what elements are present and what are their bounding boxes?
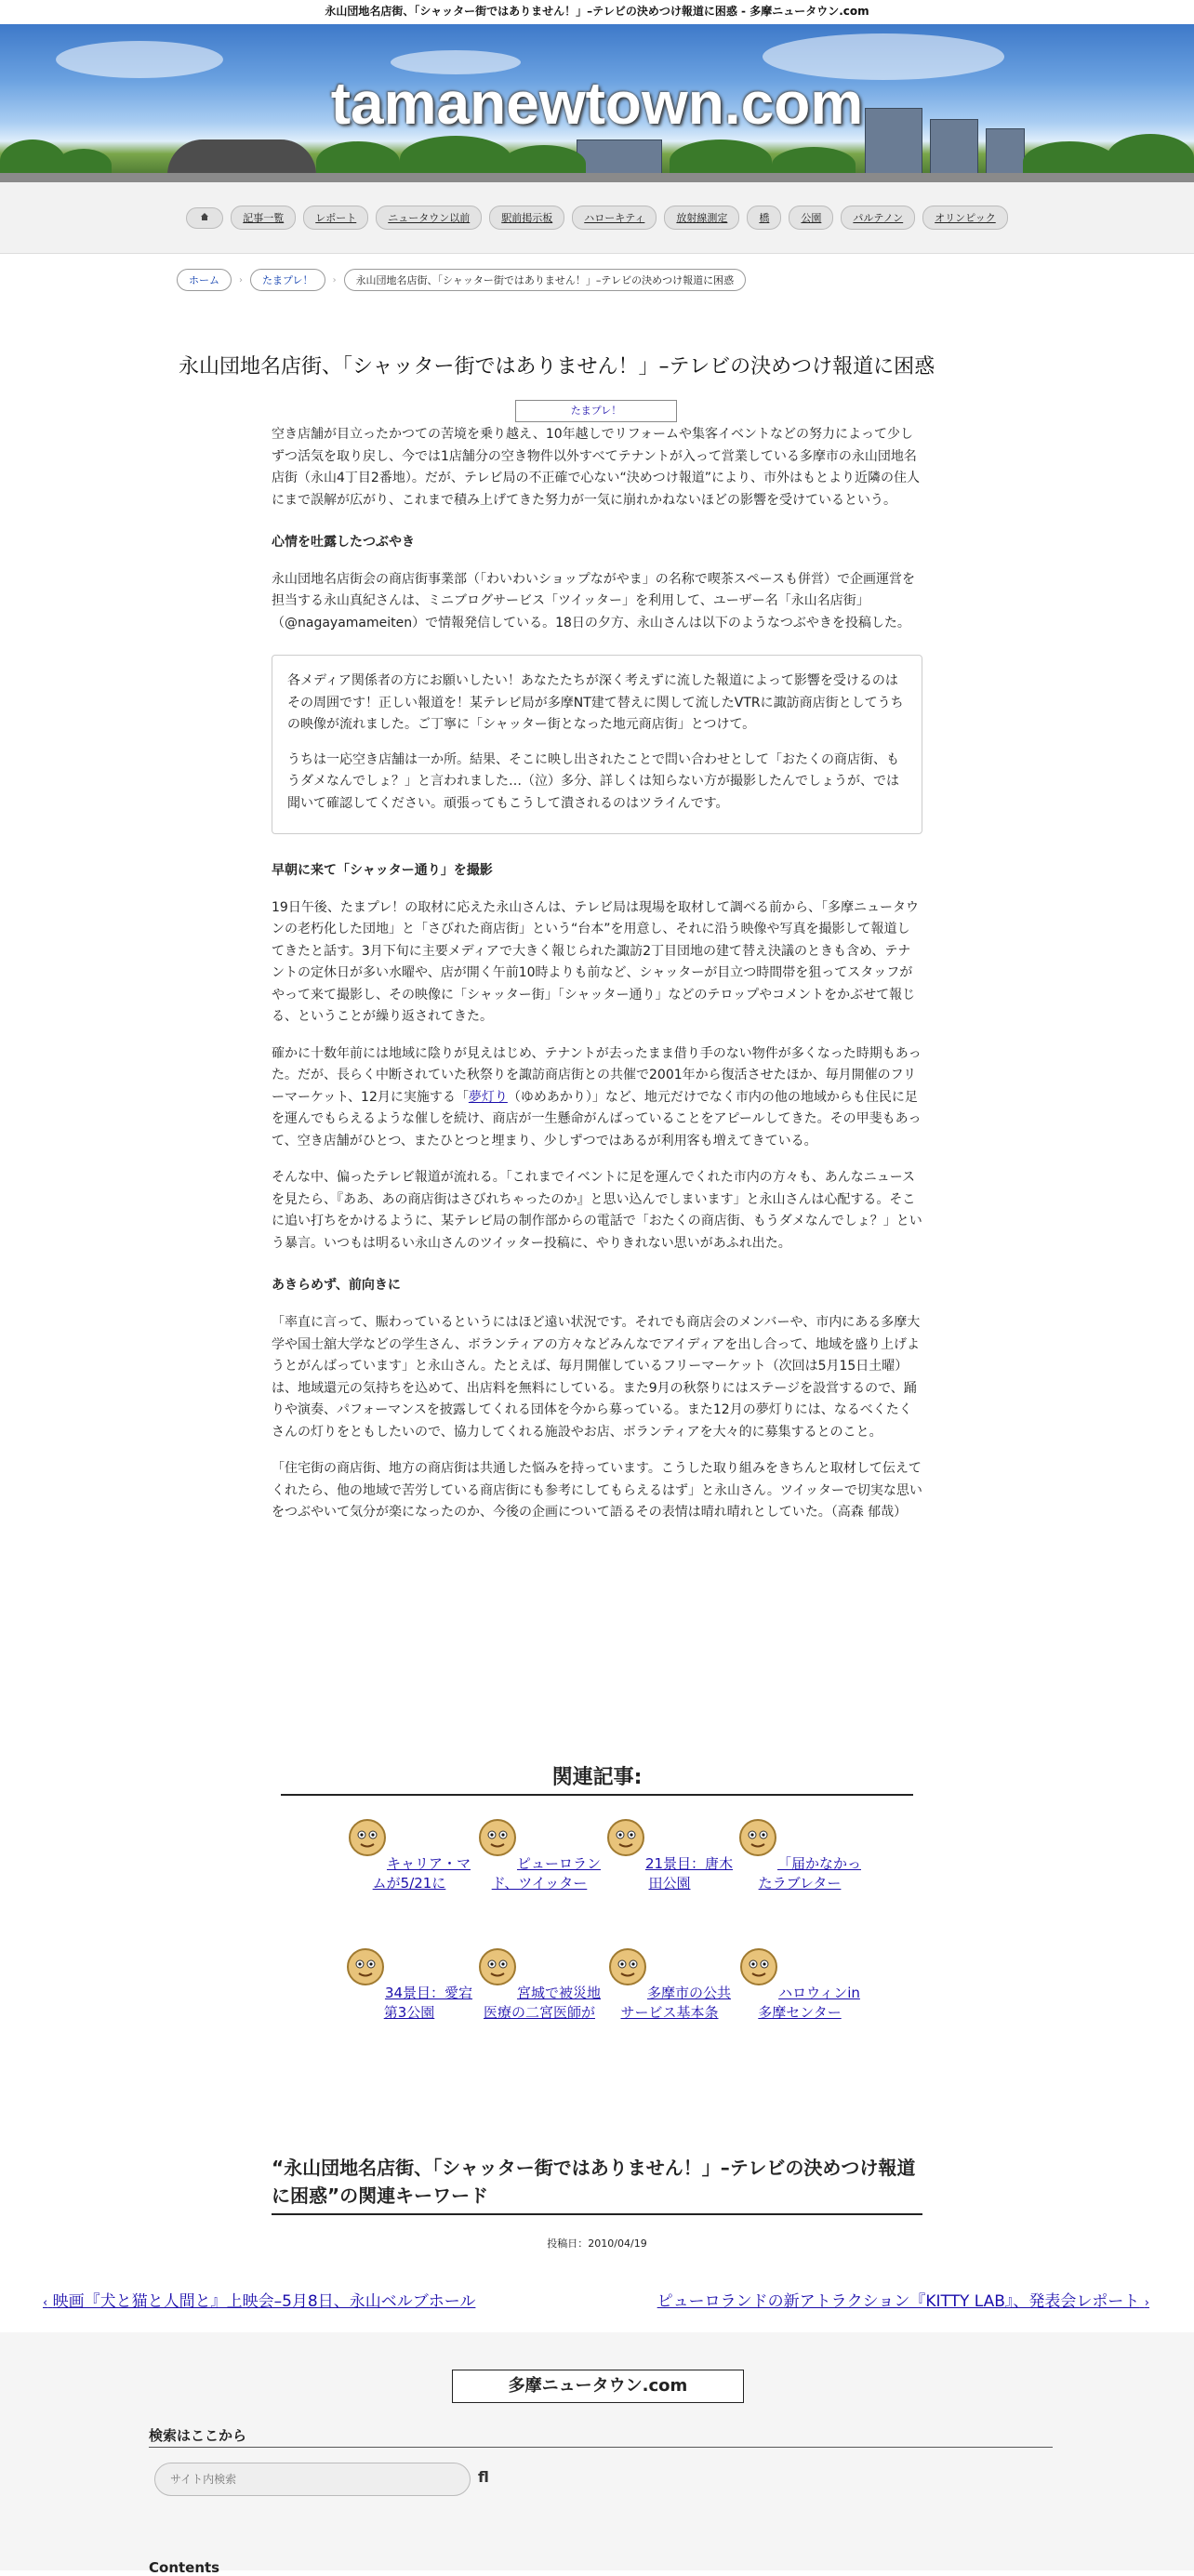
breadcrumb-category[interactable]: たまプレ！ [250,269,325,291]
nav-item-hello-kitty[interactable]: ハローキティ [572,206,657,230]
window-title: 永山団地名店街、「シャッター街ではありません！」–テレビの決めつけ報道に困惑 - 多摩ニュータウン.com [325,5,869,18]
site-banner[interactable] [0,24,1194,182]
search-input[interactable] [154,2463,471,2496]
mascot-icon[interactable] [739,1947,778,1986]
related-grid [344,1818,913,2023]
article-body [272,424,922,1539]
related-link[interactable]: 宮城で被災地医療の二宮医師が [483,1985,601,2021]
related-keywords-heading: “永山団地名店街、「シャッター街ではありません！」–テレビの決めつけ報道に困惑”の関連キーワード [272,2154,922,2215]
breadcrumb-separator-icon: › [332,274,337,285]
breadcrumb [177,269,1194,291]
breadcrumb-home[interactable]: ホーム [177,269,232,291]
section-heading: 心情を吐露したつぶやき [272,535,415,551]
nav-item-olympic[interactable]: オリンピック [922,206,1008,230]
category-link[interactable]: たまプレ！ [570,405,622,417]
quote-paragraph: うちは一応空き店舗は一か所。結果、そこに映し出されたことで問い合わせとして「おたくの商店街、もうダメなんでしょ？」と言われました…（泣）多分、詳しくは知らない方が撮影したんでしょうが、では聞いて確認してください。頑張ってもこうして潰されるのはツライんです。 [287,751,899,811]
nav-item-park[interactable]: 公園 [789,206,833,230]
nav-item-bridge[interactable]: 橋 [747,206,781,230]
previous-post-link[interactable]: ‹ 映画『犬と猫と人間と』上映会–5月8日、永山ベルブホール [43,2292,476,2311]
chevron-left-icon: ‹ [43,2296,48,2310]
category-badge [515,400,677,422]
next-post-link[interactable]: ピューロランドの新アトラクション『KITTY LAB』、発表会レポート › [657,2292,1149,2311]
article-paragraph: 19日午後、たまプレ！の取材に応えた永山さんは、テレビ局は現場を取材して調べる前から、「多摩ニュータウンの老朽化した団地」と「さびれた商店街」という“台本”を用意し、それに沿う映像や写真を撮影して報道してきたと話す。3月下旬に主要メディアで大きく報じられた諏訪2丁目団地の建て替え決議のときも含め、テナントの定休日が多い水曜や、店が開く午前10時よりも前など、シャッターが目立つ時間帯を狙ってスタッフがやって来て撮影し、その映像に「シャッター街」「シャッター通り」などのテロップやコメントをかぶせて報じる、ということが繰り返されてきた。 [272,899,919,1025]
posted-date: 投稿日：2010/04/19 [547,2237,647,2250]
mascot-icon[interactable] [606,1818,645,1857]
related-link[interactable]: ピューロランド、ツイッター [491,1855,601,1892]
related-item[interactable] [474,1818,604,1893]
related-item[interactable] [735,1947,865,2023]
article-paragraph: 空き店舗が目立ったかつての苦境を乗り越え、10年越しでリフォームや集客イベントなどの努力によって少しずつ活気を取り戻し、今では1店舗分の空き物件以外すべてテナントが入って営業している多摩市の永山団地名店街（永山4丁目2番地）。だが、テレビ局の不正確で心ない“決めつけ報道”により、市外はもとより近隣の住人にまで誤解が広がり、これまで積み上げてきた努力が一気に崩れかねないほどの影響を受けているという。 [272,427,921,508]
related-articles [281,1761,913,2023]
mascot-icon[interactable] [348,1818,387,1857]
related-title: 関連記事: [281,1761,913,1796]
nav-item-radiation[interactable]: 放射線測定 [664,206,739,230]
nav-item-articles[interactable]: 記事一覧 [231,206,296,230]
post-navigation [0,2288,1194,2316]
contents-heading: Contents [149,2559,220,2576]
quote-paragraph: 各メディア関係者の方にお願いしたい！あなたたちが深く考えずに流した報道によって影響を受けるのはその周囲です！正しい報道を！某テレビ局が多摩NT建て替えに関して流したVTRに諏訪商店街としてうちの映像が流れました。ご丁寧に「シャッター街となった地元商店街」とつけて。 [287,673,904,733]
related-item[interactable] [474,1947,604,2023]
nav-item-before-newtown[interactable]: ニュータウン以前 [376,206,482,230]
related-link[interactable]: 21景目：唐木田公園 [644,1855,734,1892]
related-item[interactable] [344,1818,474,1893]
global-nav [0,182,1194,254]
nav-item-report[interactable]: レポート [303,206,368,230]
related-link[interactable]: 34景目：愛宕第3公園 [383,1985,473,2021]
related-link[interactable]: キャリア・マムが5/21に [372,1855,471,1892]
section-heading: あきらめず、前向きに [272,1278,401,1294]
mascot-icon[interactable] [738,1818,777,1857]
tweet-quote [272,655,922,834]
nav-item-parthenon[interactable]: パルテノン [841,206,915,230]
article-paragraph: そんな中、偏ったテレビ報道が流れる。「これまでイベントに足を運んでくれた市内の方々も、あんなニュースを見たら、『ああ、あの商店街はさびれちゃったのか』と思い込んでしまいます」と永山さんは心配する。そこに追い打ちをかけるように、某テレビ局の制作部からの電話で「おたくの商店街、もうダメなんでしょ？」という暴言。いつもは明るい永山さんのツイッター投稿に、やりきれない思いがあふれ出た。 [272,1170,922,1251]
yume-akari-link[interactable]: 夢灯り [468,1089,508,1105]
nav-item-station-board[interactable]: 駅前掲示板 [489,206,564,230]
breadcrumb-current: 永山団地名店街、「シャッター街ではありません！」–テレビの決めつけ報道に困惑 [344,269,747,291]
related-item[interactable] [604,1947,735,2023]
article-title: 永山団地名店街、「シャッター街ではありません！」–テレビの決めつけ報道に困惑 [179,355,935,378]
mascot-icon[interactable] [478,1818,517,1857]
mascot-icon[interactable] [478,1947,517,1986]
related-link[interactable]: 多摩市の公共サービス基本条 [620,1985,731,2021]
footer [0,2332,1194,2576]
mascot-icon[interactable] [346,1947,385,1986]
article-paragraph: 「住宅街の商店街、地方の商店街は共通した悩みを持っています。こうした取り組みをきちんと取材して伝えてくれたら、他の地域で苦労している商店街にも参考にしてもらえるはず」と永山さん。ツイッターで切実な思いをつぶやいて気分が楽になったのか、今後の企画について語るその表情は晴れ晴れとしていた。（高森 郁哉） [272,1461,922,1520]
nav-home-button[interactable] [186,207,223,229]
search-button[interactable]: fl [478,2468,489,2486]
chevron-right-icon: › [1144,2296,1149,2310]
article-paragraph: 永山団地名店街会の商店街事業部（「わいわいショップながやま」の名称で喫茶スペースも併営）で企画運営を担当する永山真紀さんは、ミニブログサービス「ツイッター」を利用して、ユーザー名「永山名店街」（@nagayamameiten）で情報発信している。18日の夕方、永山さんは以下のようなつぶやきを投稿した。 [272,571,916,631]
site-logo[interactable]: tamanewtown.com [330,70,864,137]
mascot-icon[interactable] [608,1947,647,1986]
search-heading: 検索はここから [149,2425,1053,2448]
related-item[interactable] [735,1818,865,1893]
home-icon [200,212,209,221]
related-link[interactable]: ハロウィンin多摩センター [758,1985,860,2021]
related-item[interactable] [604,1818,735,1893]
section-heading: 早朝に来て「シャッター通り」を撮影 [272,863,493,879]
breadcrumb-separator-icon: › [239,274,243,285]
related-item[interactable] [344,1947,474,2023]
related-link[interactable]: 「届かなかったラブレター [758,1855,861,1892]
article-paragraph: 「率直に言って、賑わっているというにはほど遠い状況です。それでも商店会のメンバーや、市内にある多摩大学や国士舘大学などの学生さん、ボランティアの方々などみんなでアイディアを出し合って、地域を盛り上げようとがんばっています」と永山さん。たとえば、毎月開催しているフリーマーケット（次回は5月15日土曜）は、地域還元の気持ちを込めて、出店料を無料にしている。また9月の秋祭りにはステージを設営するので、踊りや演奏、パフォーマンスを披露してくれる団体を今から募っている。また12月の夢灯りには、なるべくたくさんの灯りをともしたいので、協力してくれる施設やお店、ボランティアを大々的に募集するとのこと。 [272,1314,921,1440]
article-paragraph: 確かに十数年前には地域に陰りが見えはじめ、テナントが去ったまま借り手のない物件が多くなった時期もあった。だが、長らく中断されていた秋祭りを諏訪商店街との共催で2001年から復活させたほか、毎月開催のフリーマーケット、12月に実施する「夢灯り（ゆめあかり）」など、地元だけでなく市内の他の地域からも住民に足を運んでもらえるような催しを続け、商店が一生懸命がんばっていることをアピールしてきた。その甲斐もあって、空き店舗がひとつ、またひとつと埋まり、少しずつではあるが利用客も増えてきている。 [272,1045,922,1149]
footer-site-title[interactable]: 多摩ニュータウン.com [452,2370,744,2403]
